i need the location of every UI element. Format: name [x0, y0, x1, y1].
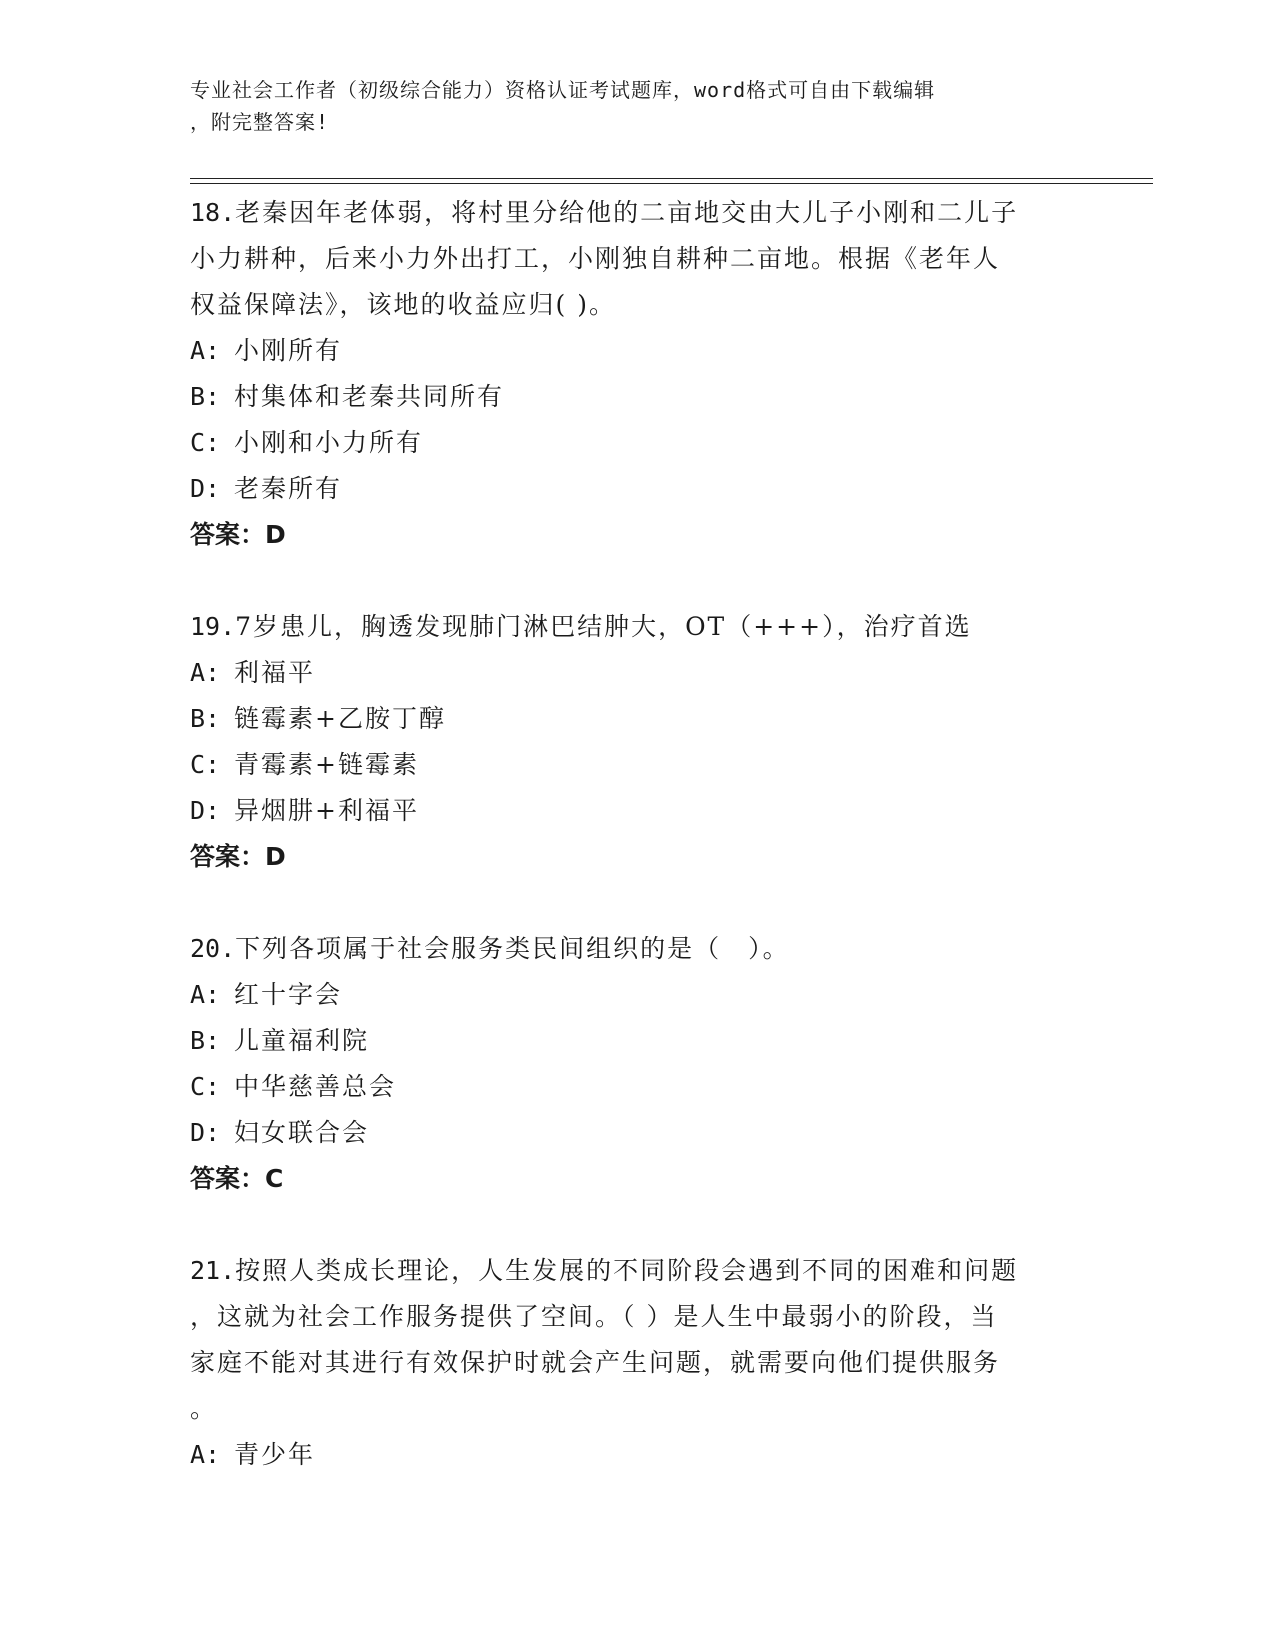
question-line: 。 — [190, 1394, 218, 1423]
option-text: 妇女联合会 — [234, 1118, 370, 1147]
option-key: A: — [190, 980, 221, 1009]
option-b — [190, 1018, 1090, 1064]
answer: 答案：D — [190, 842, 286, 871]
question-line: 权益保障法》，该地的收益应归( )。 — [190, 290, 616, 319]
option-text: 村集体和老秦共同所有 — [234, 382, 505, 411]
question-line: 按照人类成长理论，人生发展的不同阶段会遇到不同的困难和问题 — [235, 1256, 1019, 1285]
question-list — [190, 190, 1090, 1478]
question-line: 7岁患儿，胸透发现肺门淋巴结肿大，OT（+++），治疗首选 — [235, 612, 972, 641]
spacer — [190, 558, 1090, 604]
option-key: D: — [190, 1118, 221, 1147]
option-text: 儿童福利院 — [234, 1026, 370, 1055]
question-number: 21. — [190, 1256, 236, 1285]
option-a — [190, 1432, 1090, 1478]
option-b — [190, 696, 1090, 742]
question-19 — [190, 604, 1090, 880]
option-key: C: — [190, 750, 221, 779]
question-number: 20. — [190, 934, 236, 963]
header-divider-top — [190, 178, 1153, 179]
option-text: 老秦所有 — [234, 474, 343, 503]
option-key: A: — [190, 658, 221, 687]
option-c — [190, 1064, 1090, 1110]
option-text: 青少年 — [234, 1440, 316, 1469]
option-a — [190, 972, 1090, 1018]
question-line: ，这就为社会工作服务提供了空间。（ ）是人生中最弱小的阶段，当 — [190, 1302, 998, 1331]
question-line: 家庭不能对其进行有效保护时就会产生问题，就需要向他们提供服务 — [190, 1348, 1001, 1377]
question-21 — [190, 1248, 1090, 1478]
option-key: A: — [190, 1440, 221, 1469]
header-divider-bottom — [190, 183, 1153, 184]
option-key: A: — [190, 336, 221, 365]
option-text: 异烟肼+利福平 — [234, 796, 419, 825]
option-c — [190, 742, 1090, 788]
option-b — [190, 374, 1090, 420]
document-header — [190, 74, 1090, 138]
option-d — [190, 466, 1090, 512]
option-key: B: — [190, 704, 221, 733]
option-key: C: — [190, 1072, 221, 1101]
question-number: 18. — [190, 198, 236, 227]
question-text — [190, 190, 1090, 236]
option-c — [190, 420, 1090, 466]
question-line: 小力耕种，后来小力外出打工，小刚独自耕种二亩地。根据《老年人 — [190, 244, 1001, 273]
option-a — [190, 328, 1090, 374]
option-d — [190, 1110, 1090, 1156]
option-key: D: — [190, 796, 221, 825]
option-key: B: — [190, 382, 221, 411]
header-line-2: ，附完整答案! — [190, 110, 330, 134]
option-text: 红十字会 — [234, 980, 343, 1009]
header-line-1: 专业社会工作者（初级综合能力）资格认证考试题库，word格式可自由下载编辑 — [190, 78, 936, 102]
option-d — [190, 788, 1090, 834]
option-text: 青霉素+链霉素 — [234, 750, 419, 779]
option-a — [190, 650, 1090, 696]
answer: 答案：C — [190, 1164, 284, 1193]
answer: 答案：D — [190, 520, 286, 549]
option-text: 小刚和小力所有 — [234, 428, 424, 457]
option-text: 小刚所有 — [234, 336, 343, 365]
spacer — [190, 1202, 1090, 1248]
option-text: 利福平 — [234, 658, 316, 687]
option-key: C: — [190, 428, 221, 457]
question-18 — [190, 190, 1090, 558]
option-text: 链霉素+乙胺丁醇 — [234, 704, 446, 733]
question-number: 19. — [190, 612, 236, 641]
question-line: 下列各项属于社会服务类民间组织的是（ ）。 — [235, 934, 790, 963]
question-line: 老秦因年老体弱，将村里分给他的二亩地交由大儿子小刚和二儿子 — [235, 198, 1019, 227]
question-20 — [190, 926, 1090, 1202]
question-text — [190, 926, 1090, 972]
question-text — [190, 604, 1090, 650]
option-key: B: — [190, 1026, 221, 1055]
question-text — [190, 1248, 1090, 1294]
spacer — [190, 880, 1090, 926]
option-key: D: — [190, 474, 221, 503]
option-text: 中华慈善总会 — [234, 1072, 397, 1101]
